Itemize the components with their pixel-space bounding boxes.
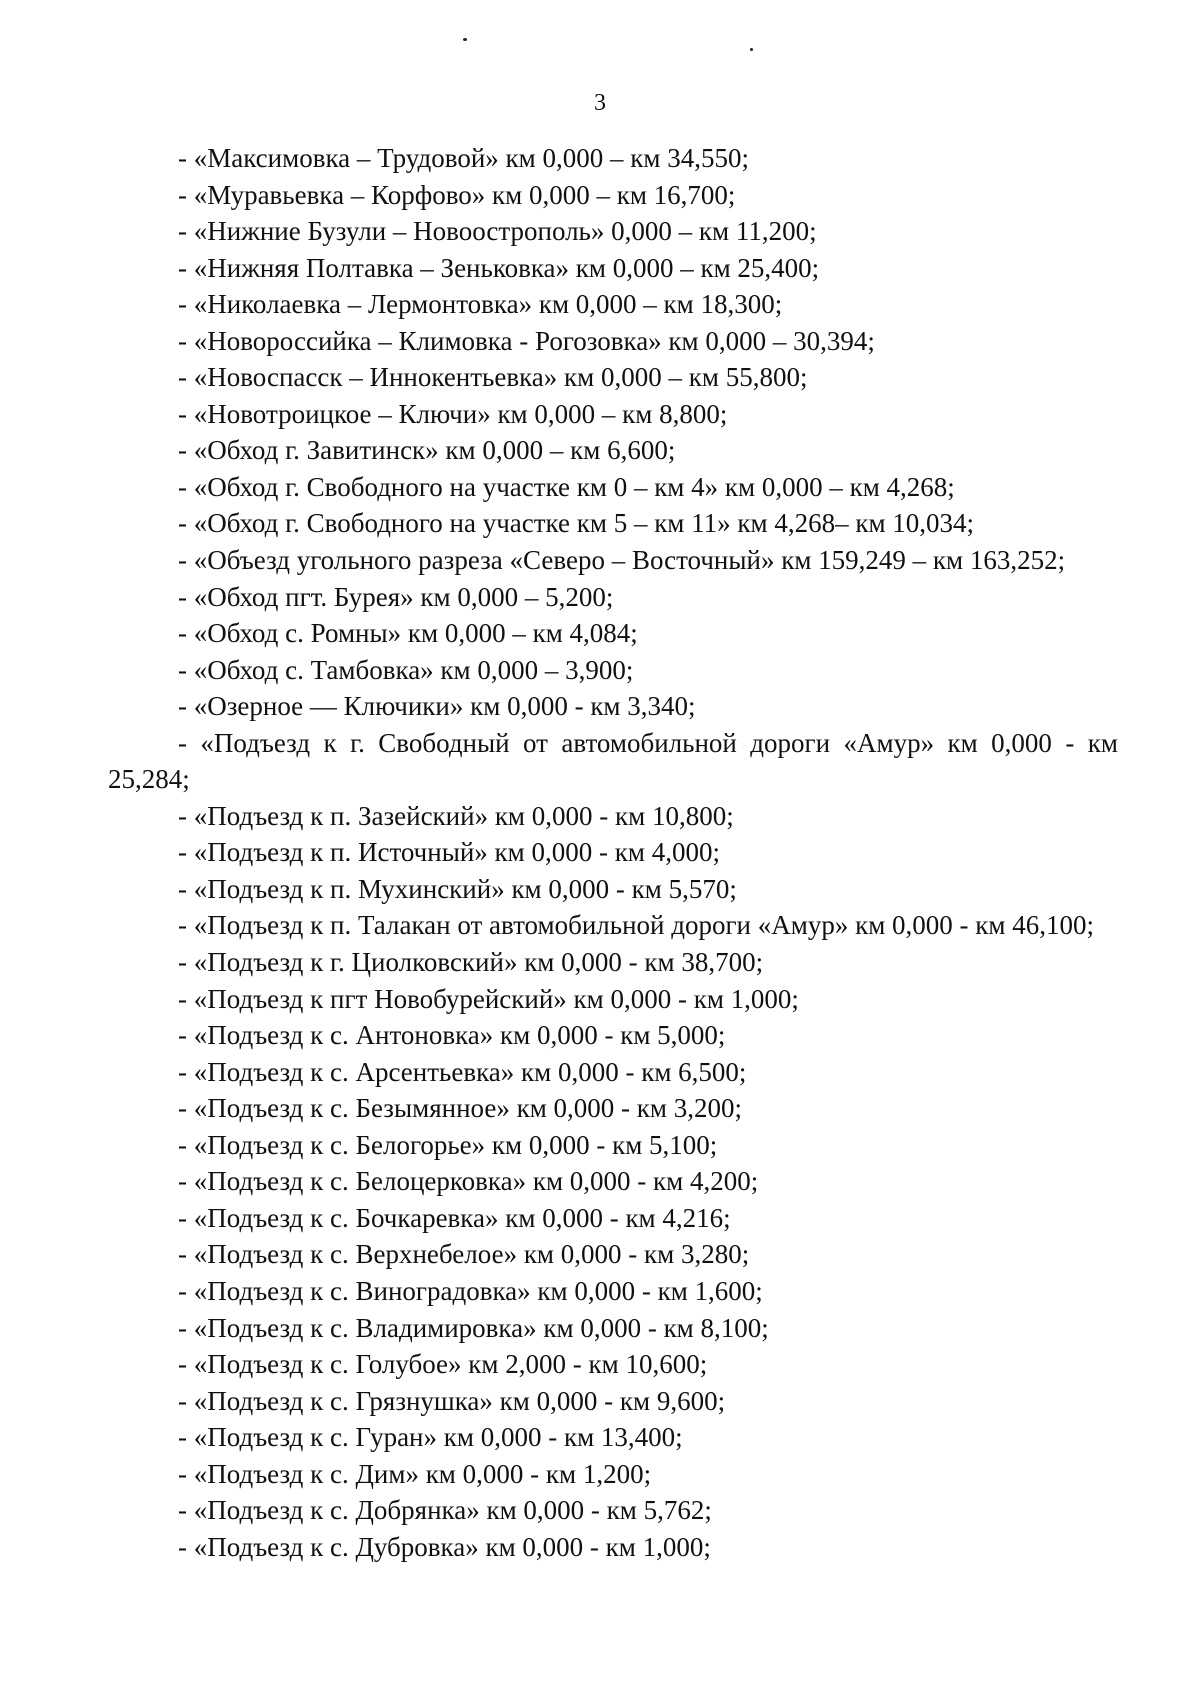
road-list-item: - «Подъезд к с. Добрянка» км 0,000 - км 5,762; [178, 1495, 712, 1526]
road-list-item: - «Новоспасск – Иннокентьевка» км 0,000 – км 55,800; [178, 362, 808, 393]
road-list-item: - «Новороссийка – Климовка - Рогозовка» км 0,000 – 30,394; [178, 325, 875, 356]
road-list-item: - «Муравьевка – Корфово» км 0,000 – км 16,700; [178, 179, 736, 210]
road-list-item: - «Обход г. Завитинск» км 0,000 – км 6,600; [178, 435, 676, 466]
road-list-item: - «Подъезд к с. Безымянное» км 0,000 - км 3,200; [178, 1093, 742, 1124]
road-list-item: - «Обход г. Свободного на участке км 0 – км 4» км 0,000 – км 4,268; [178, 471, 955, 502]
road-list-item: - «Нижние Бузули – Новоострополь» 0,000 – км 11,200; [178, 216, 817, 247]
road-list-item: - «Подъезд к с. Дим» км 0,000 - км 1,200; [178, 1458, 652, 1489]
road-list-item: - «Подъезд к с. Арсентьевка» км 0,000 - км 6,500; [178, 1056, 747, 1087]
road-list-item: - «Подъезд к с. Гуран» км 0,000 - км 13,400; [178, 1422, 683, 1453]
road-list-item: - «Подъезд к п. Талакан от автомобильной дороги «Амур» км 0,000 - км 46,100; [178, 910, 1094, 941]
road-list-item: - «Подъезд к с. Голубое» км 2,000 - км 10,600; [178, 1349, 708, 1380]
road-list-item: - «Подъезд к с. Белогорье» км 0,000 - км 5,100; [178, 1129, 718, 1160]
road-list-item: - «Подъезд к с. Антоновка» км 0,000 - км 5,000; [178, 1020, 726, 1051]
road-list-item: - «Подъезд к с. Грязнушка» км 0,000 - км 9,600; [178, 1385, 726, 1416]
road-list-item: - «Николаевка – Лермонтовка» км 0,000 – км 18,300; [178, 289, 783, 320]
road-list-item: - «Подъезд к с. Владимировка» км 0,000 - км 8,100; [178, 1312, 769, 1343]
road-list-item: - «Подъезд к г. Свободный от автомобильной дороги «Амур» км 0,000 - км 25,284; [108, 727, 1118, 795]
scan-speck [463, 38, 467, 41]
road-list-item: - «Подъезд к п. Зазейский» км 0,000 - км 10,800; [178, 800, 734, 831]
road-list-item: - «Обход с. Тамбовка» км 0,000 – 3,900; [178, 654, 634, 685]
road-list-item: - «Обход г. Свободного на участке км 5 – км 11» км 4,268– км 10,034; [178, 508, 975, 539]
road-list-item: - «Подъезд к п. Источный» км 0,000 - км 4,000; [178, 837, 720, 868]
road-list-item: - «Подъезд к с. Верхнебелое» км 0,000 - км 3,280; [178, 1239, 750, 1270]
road-list-item: - «Подъезд к п. Мухинский» км 0,000 - км 5,570; [178, 873, 737, 904]
road-list [108, 140, 1118, 1565]
road-list-item: - «Нижняя Полтавка – Зеньковка» км 0,000 – км 25,400; [178, 252, 820, 283]
road-list-item: - «Новотроицкое – Ключи» км 0,000 – км 8,800; [178, 398, 728, 429]
road-list-item: - «Подъезд к с. Белоцерковка» км 0,000 - км 4,200; [178, 1166, 759, 1197]
road-list-item: - «Подъезд к с. Бочкаревка» км 0,000 - км 4,216; [178, 1202, 731, 1233]
road-list-item: - «Максимовка – Трудовой» км 0,000 – км 34,550; [178, 143, 749, 173]
road-list-item: - «Подъезд к с. Виноградовка» км 0,000 - км 1,600; [178, 1275, 763, 1306]
scan-speck [750, 48, 753, 51]
road-list-item: - «Озерное — Ключики» км 0,000 - км 3,340; [178, 691, 696, 722]
road-list-item: - «Подъезд к с. Дубровка» км 0,000 - км 1,000; [178, 1531, 711, 1562]
page-number: 3 [594, 90, 606, 116]
road-list-item: - «Обход пгт. Бурея» км 0,000 – 5,200; [178, 581, 614, 612]
road-list-item: - «Подъезд к пгт Новобурейский» км 0,000 - км 1,000; [178, 983, 799, 1014]
road-list-item: - «Обход с. Ромны» км 0,000 – км 4,084; [178, 618, 638, 649]
road-list-item: - «Объезд угольного разреза «Северо – Восточный» км 159,249 – км 163,252; [178, 545, 1066, 576]
road-list-item: - «Подъезд к г. Циолковский» км 0,000 - км 38,700; [178, 947, 764, 978]
